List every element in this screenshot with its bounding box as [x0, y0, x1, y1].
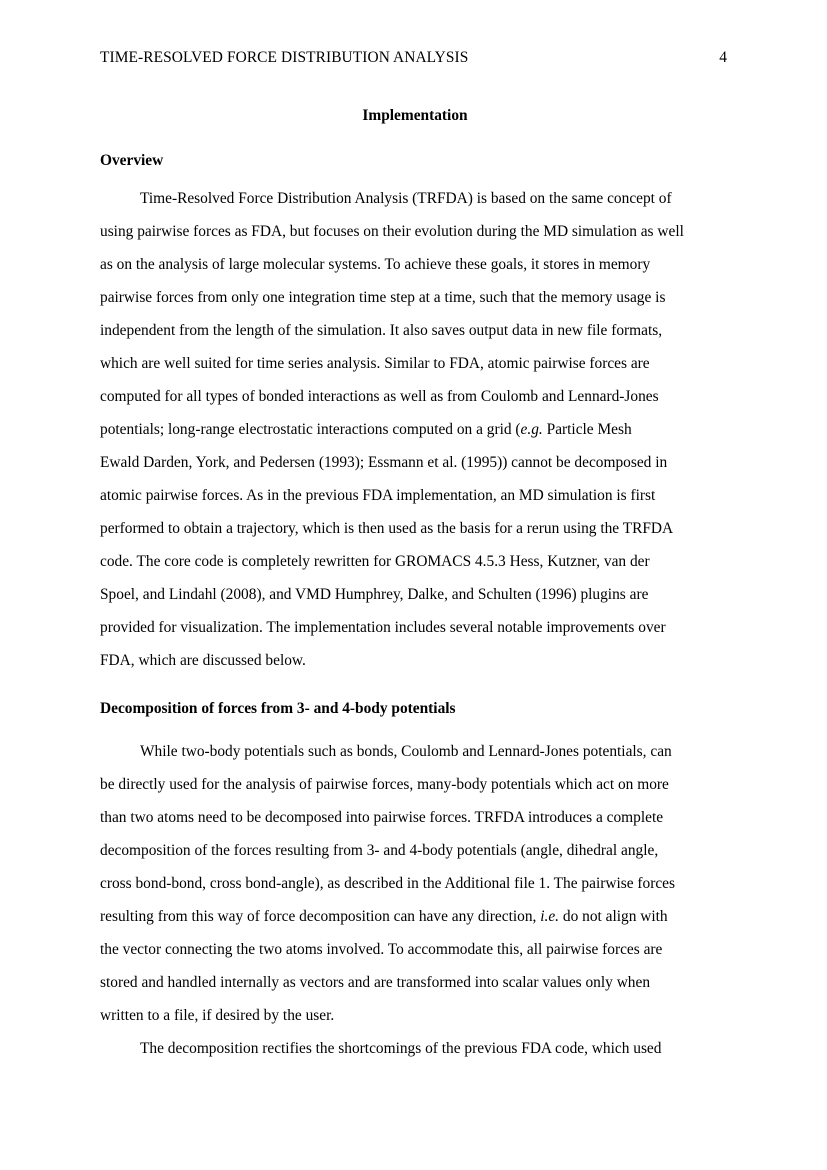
subsection-heading-overview: Overview [100, 152, 164, 169]
text-line: Time-Resolved Force Distribution Analysis (TRFDA) is based on the same concept of [140, 190, 672, 207]
text-line: cross bond-bond, cross bond-angle), as described in the Additional file 1. The pairwise forces [100, 875, 676, 892]
page-number: 4 [719, 49, 727, 66]
body-text [100, 104, 730, 1065]
text-line: than two atoms need to be decomposed into pairwise forces. TRFDA introduces a complete [100, 809, 664, 826]
italic-abbreviation: e.g. [520, 421, 543, 438]
text-line: the vector connecting the two atoms involved. To accommodate this, all pairwise forces are [100, 941, 663, 958]
text-line: stored and handled internally as vectors and are transformed into scalar values only when [100, 974, 651, 991]
text-line: atomic pairwise forces. As in the previous FDA implementation, an MD simulation is first [100, 487, 656, 504]
text-segment: resulting from this way of force decomposition can have any direction, [100, 908, 541, 925]
running-title: TIME-RESOLVED FORCE DISTRIBUTION ANALYSIS [100, 49, 469, 66]
subsection-heading-decomposition: Decomposition of forces from 3- and 4-body potentials [100, 700, 456, 717]
text-line: While two-body potentials such as bonds, Coulomb and Lennard-Jones potentials, can [140, 743, 672, 760]
text-segment: do not align with [559, 908, 668, 925]
text-line: which are well suited for time series analysis. Similar to FDA, atomic pairwise forces are [100, 355, 650, 372]
text-segment: Particle Mesh [542, 421, 632, 438]
text-line: pairwise forces from only one integration time step at a time, such that the memory usage is [100, 289, 666, 306]
text-line: independent from the length of the simulation. It also saves output data in new file formats, [100, 322, 663, 339]
text-line: written to a file, if desired by the user. [100, 1007, 335, 1024]
text-line [100, 900, 730, 933]
paragraph-overview [100, 182, 730, 677]
paragraph-decomposition [100, 735, 730, 1065]
text-line: decomposition of the forces resulting from 3- and 4-body potentials (angle, dihedral angle, [100, 842, 659, 859]
text-line: computed for all types of bonded interactions as well as from Coulomb and Lennard-Jones [100, 388, 659, 405]
text-line: FDA, which are discussed below. [100, 652, 306, 669]
text-line: using pairwise forces as FDA, but focuses on their evolution during the MD simulation as well [100, 223, 684, 240]
text-line: as on the analysis of large molecular systems. To achieve these goals, it stores in memory [100, 256, 651, 273]
text-line: provided for visualization. The implementation includes several notable improvements over [100, 619, 666, 636]
italic-abbreviation: i.e. [540, 908, 560, 925]
text-line: performed to obtain a trajectory, which is then used as the basis for a rerun using the TRFDA [100, 520, 674, 537]
text-line: The decomposition rectifies the shortcomings of the previous FDA code, which used [140, 1040, 662, 1057]
text-line: be directly used for the analysis of pairwise forces, many-body potentials which act on more [100, 776, 669, 793]
text-line [100, 413, 730, 446]
text-line: Spoel, and Lindahl (2008), and VMD Humphrey, Dalke, and Schulten (1996) plugins are [100, 586, 649, 603]
text-line: code. The core code is completely rewritten for GROMACS 4.5.3 Hess, Kutzner, van der [100, 553, 650, 570]
text-line: Ewald Darden, York, and Pedersen (1993); Essmann et al. (1995)) cannot be decomposed in [100, 454, 668, 471]
section-title: Implementation [362, 107, 468, 124]
text-segment: potentials; long-range electrostatic interactions computed on a grid ( [100, 421, 521, 438]
